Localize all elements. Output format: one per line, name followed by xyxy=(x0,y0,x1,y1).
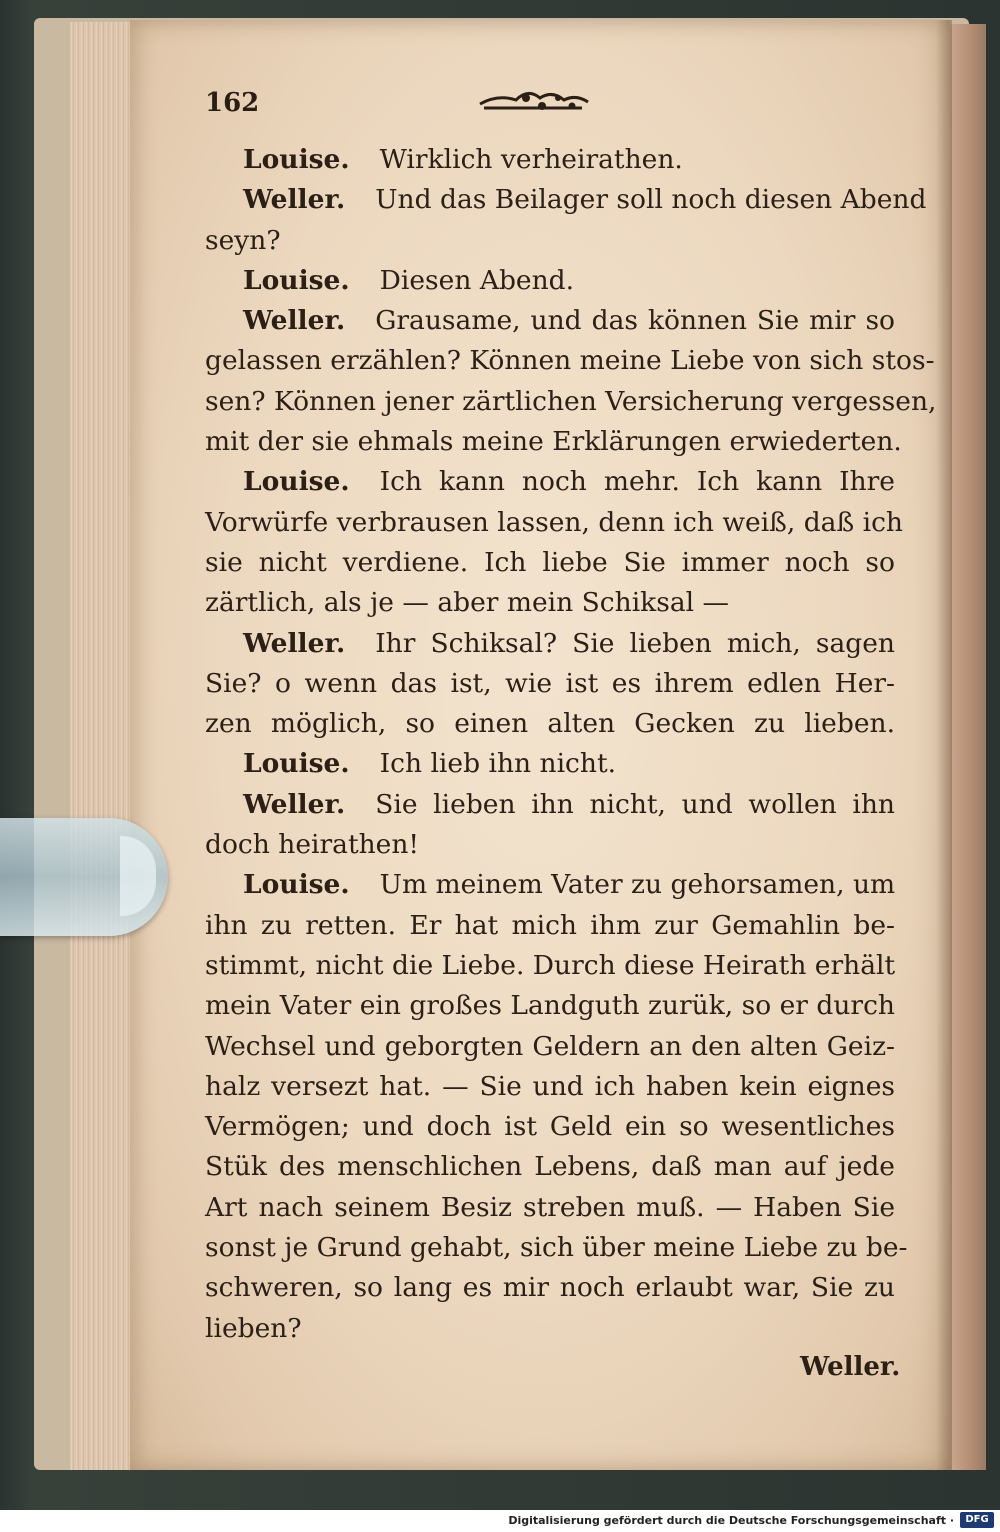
line-text: Ich kann noch mehr. Ich kann Ihre xyxy=(379,466,895,498)
line-text: Ich lieb ihn nicht. xyxy=(379,748,617,780)
line-text: Und das Beilager soll noch diesen Abend xyxy=(375,184,927,216)
text-line xyxy=(205,382,937,422)
text-line xyxy=(205,462,895,502)
text-line xyxy=(205,1027,895,1067)
text-line xyxy=(205,180,927,220)
line-text: Wirklich verheirathen. xyxy=(379,144,683,175)
speaker-name: Weller. xyxy=(243,184,346,216)
text-line xyxy=(205,1309,895,1349)
text-line xyxy=(205,825,895,865)
speaker-name: Louise. xyxy=(243,264,350,296)
line-text: Sie? o wenn das ist, wie ist es ihrem edlen Her- xyxy=(205,667,895,699)
text-line xyxy=(205,422,902,462)
line-text: Diesen Abend. xyxy=(379,264,575,296)
text-line xyxy=(205,1228,908,1268)
line-text: Grausame, und das können Sie mir so xyxy=(375,305,895,337)
line-text: halz versezt hat. — Sie und ich haben kein eignes xyxy=(205,1070,895,1102)
text-line xyxy=(205,543,895,583)
line-text: gelassen erzählen? Können meine Liebe von sich stos- xyxy=(205,345,935,377)
speaker-name: Weller. xyxy=(243,627,346,659)
line-text: sen? Können jener zärtlichen Versicherung vergessen, xyxy=(205,385,937,417)
line-text: Art nach seinem Besiz streben muß. — Haben Sie xyxy=(205,1191,895,1223)
line-text: zärtlich, als je — aber mein Schiksal — xyxy=(205,587,730,619)
catchword: Weller. xyxy=(800,1352,901,1382)
line-text: lieben? xyxy=(205,1312,302,1344)
funding-credit: Digitalisierung gefördert durch die Deutsche Forschungsgemeinschaft · xyxy=(508,1514,954,1527)
speaker-name: Louise. xyxy=(243,144,350,175)
line-text: mein Vater ein großes Landguth zurük, so er durch xyxy=(205,990,895,1022)
speaker-name: Weller. xyxy=(243,305,346,337)
text-line xyxy=(205,664,895,704)
text-line xyxy=(205,744,895,784)
text-line xyxy=(205,140,895,180)
speaker-name: Louise. xyxy=(243,869,350,901)
line-text: ihn zu retten. Er hat mich ihm zur Gemahlin be- xyxy=(205,909,895,941)
text-line xyxy=(205,503,903,543)
line-text: doch heirathen! xyxy=(205,829,420,861)
line-text: Vorwürfe verbrausen lassen, denn ich weiß, daß ich xyxy=(205,506,903,538)
page-number: 162 xyxy=(205,88,260,118)
text-line xyxy=(205,624,895,664)
text-line xyxy=(205,261,895,301)
line-text: mit der sie ehmals meine Erklärungen erwiederten. xyxy=(205,426,902,458)
text-line xyxy=(205,1067,895,1107)
text-line xyxy=(205,946,895,986)
text-line xyxy=(205,1147,895,1187)
speaker-name: Louise. xyxy=(243,466,350,498)
text-line xyxy=(205,865,895,905)
body-text xyxy=(205,140,937,1349)
spine-shadow xyxy=(936,20,952,1470)
footer-bar xyxy=(0,1510,1000,1532)
text-line xyxy=(205,301,895,341)
text-line xyxy=(205,1268,895,1308)
ornament-icon xyxy=(478,86,590,116)
dfg-logo: DFG xyxy=(960,1512,994,1528)
text-line xyxy=(205,583,895,623)
line-text: seyn? xyxy=(205,224,281,256)
text-line xyxy=(205,341,935,381)
line-text: Sie lieben ihn nicht, und wollen ihn xyxy=(375,788,895,820)
text-line xyxy=(205,986,895,1026)
line-text: zen möglich, so einen alten Gecken zu lieben. xyxy=(205,708,895,740)
line-text: sonst je Grund gehabt, sich über meine Liebe zu be- xyxy=(205,1232,908,1264)
facing-page-edge xyxy=(950,24,986,1470)
line-text: stimmt, nicht die Liebe. Durch diese Heirath erhält xyxy=(205,949,896,981)
text-line xyxy=(205,1107,895,1147)
speaker-name: Louise. xyxy=(243,748,350,780)
line-text: sie nicht verdiene. Ich liebe Sie immer noch so xyxy=(205,546,895,578)
text-line xyxy=(205,906,895,946)
line-text: Um meinem Vater zu gehorsamen, um xyxy=(379,869,896,901)
line-text: Vermögen; und doch ist Geld ein so wesentliches xyxy=(205,1111,895,1143)
text-line xyxy=(205,785,895,825)
line-text: Wechsel und geborgten Geldern an den alten Geiz- xyxy=(205,1030,895,1062)
text-line xyxy=(205,221,895,261)
text-line xyxy=(205,1188,895,1228)
line-text: Stük des menschlichen Lebens, daß man auf jede xyxy=(205,1151,895,1183)
page-edges xyxy=(70,22,133,1470)
speaker-name: Weller. xyxy=(243,788,346,820)
text-line xyxy=(205,704,895,744)
line-text: schweren, so lang es mir noch erlaubt war, Sie zu xyxy=(205,1272,895,1304)
line-text: Ihr Schiksal? Sie lieben mich, sagen xyxy=(375,627,895,659)
